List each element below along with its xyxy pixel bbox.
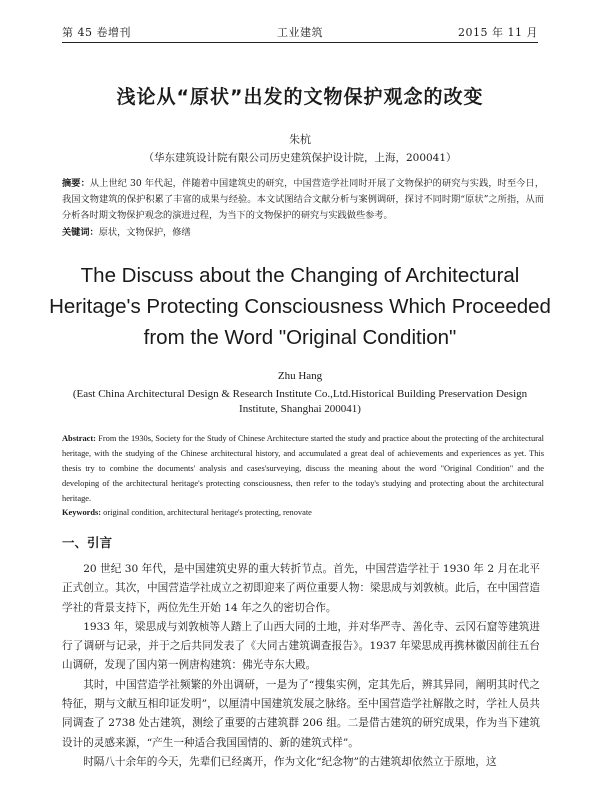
- en-abstract: [62, 431, 544, 506]
- cn-keywords-label: 关键词：: [62, 227, 99, 238]
- en-keywords-label: Keywords:: [62, 508, 102, 517]
- en-author: Zhu Hang: [277, 370, 323, 382]
- body-paragraph: 时隔八十余年的今天，先辈们已经离开，作为文化“纪念物”的古建筑却依然立于原地，这: [83, 755, 497, 768]
- header-divider: [62, 42, 538, 43]
- section-body: [62, 560, 540, 772]
- en-keywords: [62, 505, 544, 520]
- body-paragraph: 1933 年，梁思成与刘敦桢等人踏上了山西大同的土地，并对华严寺、善化寺、云冈石窟等建筑进行了调研与记录，并于之后共同发表了《大同古建筑调查报告》。1937 年梁思成再携林徽因前往五台山调研，发现了国内第一例唐构建筑：佛光寺东大殿。: [62, 620, 540, 672]
- en-title: The Discuss about the Changing of Architectural Heritage's Protecting Consciousness Which Proceeded from the Word "Original Condition": [49, 264, 551, 349]
- en-abstract-label: Abstract:: [62, 434, 96, 443]
- en-abstract-text: From the 1930s, Society for the Study of Chinese Architecture started the study and practice about the protecting of the architectural heritage, with the studying of the Chinese architectural history, and accumulated a great deal of achievements and experiences as yet. This thesis try to combine the documents' analysis and cases'surveying, discuss the meaning about the word "Original Condition" and the developing of the architectural heritage's protecting consciousness, then refer to the today's studying and protecting about the architectural heritage.: [62, 434, 545, 503]
- cn-author: 朱杭: [289, 133, 311, 146]
- cn-keywords: [62, 225, 544, 241]
- cn-keywords-text: 原状，文物保护，修缮: [98, 227, 191, 238]
- header-date: 2015 年 11 月: [458, 26, 538, 39]
- en-keywords-text: original condition, architectural heritage's protecting, renovate: [103, 508, 312, 517]
- running-header: [62, 22, 538, 40]
- header-journal: 工业建筑: [277, 26, 323, 39]
- cn-abstract: [62, 176, 544, 224]
- body-paragraph: 20 世纪 30 年代，是中国建筑史界的重大转折节点。首先，中国营造学社于 1930 年 2 月在北平正式创立。其次，中国营造学社成立之初即迎来了两位重要人物：梁思成与刘敦桢。此后，在中国营造学社的背景支持下，两位先生开始 14 年之久的密切合作。: [62, 563, 540, 614]
- cn-abstract-text: 从上世纪 30 年代起，伴随着中国建筑史的研究，中国营造学社同时开展了文物保护的研究与实践，时至今日，我国文物建筑的保护积累了丰富的成果与经验。本文试图结合文献分析与案例调研，探讨不同时期“原状”之所指，从而分析各时期文物保护观念的演进过程，为当下的文物保护的研究与实践做些参考。: [62, 178, 545, 221]
- body-paragraph: 其时，中国营造学社频繁的外出调研，一是为了“搜集实例，定其先后，辨其异同，阐明其时代之特征，期与文献互相印证发明”，以厘清中国建筑发展之脉络。至中国营造学社解散之时，学社人员共同调查了 2738 处古建筑，测绘了重要的古建筑群 206 组。二是借古建筑的研究成果，作为当下建筑设计的灵感来源，“产生一种适合我国国情的、新的建筑式样”。: [62, 678, 540, 749]
- cn-abstract-label: 摘要：: [62, 178, 90, 189]
- cn-affiliation: （华东建筑设计院有限公司历史建筑保护设计院，上海，200041）: [143, 152, 457, 164]
- header-volume: 第 45 卷增刊: [62, 26, 131, 39]
- cn-title: 浅论从“原状”出发的文物保护观念的改变: [116, 86, 484, 108]
- section-heading: 一、引言: [62, 535, 113, 550]
- en-affiliation: (East China Architectural Design & Research Institute Co.,Ltd.Historical Building Preservation Design Institute, Shanghai 200041): [72, 388, 528, 415]
